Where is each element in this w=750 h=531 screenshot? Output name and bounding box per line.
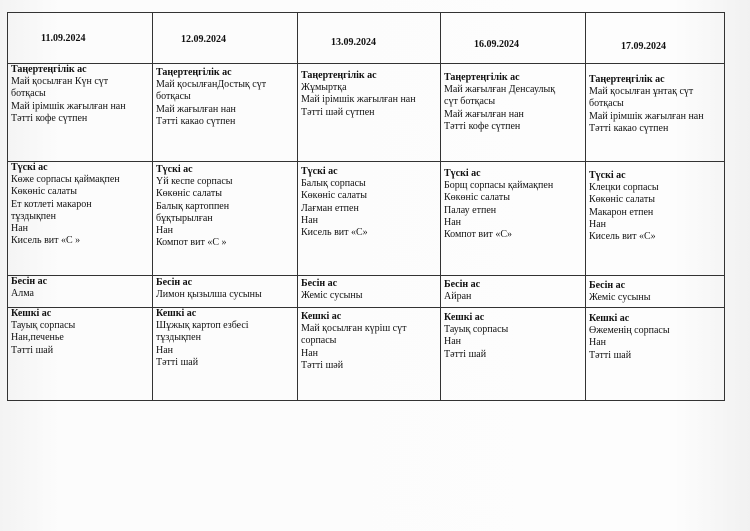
menu-cell xyxy=(8,64,153,162)
menu-item: Жеміс сусыны xyxy=(589,292,651,304)
date-cell xyxy=(153,13,298,64)
date-cell xyxy=(441,13,586,64)
meal-title: Түскі ас xyxy=(156,164,193,175)
menu-item: Нан xyxy=(301,214,319,226)
meal-title: Кешкі ас xyxy=(11,308,52,319)
menu-cell xyxy=(441,64,586,162)
meal-title: Таңертеңгілік ас xyxy=(301,70,377,81)
menu-item: Макарон етпен xyxy=(589,206,654,218)
menu-item: Кисель вит «С» xyxy=(589,231,656,243)
menu-item: Нан xyxy=(444,216,462,228)
menu-cell xyxy=(153,276,298,308)
menu-item: Айран xyxy=(444,291,472,303)
date-cell xyxy=(8,13,153,64)
menu-item: Тәтті какао сүтпен xyxy=(589,122,669,134)
date: 17.09.2024 xyxy=(621,41,666,52)
menu-item: Кисель вит «С » xyxy=(11,235,81,247)
menu-item: ботқасы xyxy=(156,91,191,103)
menu-item: Балық сорпасы xyxy=(301,178,366,190)
menu-item: Тәтті шай xyxy=(156,356,199,368)
menu-cell xyxy=(586,308,725,401)
menu-cell xyxy=(586,162,725,276)
menu-cell xyxy=(8,308,153,401)
menu-cell xyxy=(586,64,725,162)
menu-item: Тәтті шәй xyxy=(301,359,344,371)
menu-item: Үй кеспе сорпасы xyxy=(156,176,233,188)
menu-item: Тәтті шай xyxy=(444,348,487,360)
menu-item: Тауық сорпасы xyxy=(11,320,76,332)
menu-item: Алма xyxy=(11,288,34,300)
menu-item: Тәтті шай xyxy=(11,344,54,356)
date: 12.09.2024 xyxy=(181,34,226,45)
menu-item: ботқасы xyxy=(589,98,624,110)
menu-item: Нан xyxy=(301,347,319,359)
menu-item: сорпасы xyxy=(301,335,337,347)
menu-item: Нан xyxy=(444,336,462,348)
menu-item: Көкөніс салаты xyxy=(11,186,77,198)
menu-item: Палау етпен xyxy=(444,204,497,216)
weekly-menu-table xyxy=(7,12,725,401)
meal-title: Түскі ас xyxy=(11,162,48,173)
meal-title: Түскі ас xyxy=(301,166,338,177)
menu-item: Компот вит «С » xyxy=(156,237,227,249)
meal-title: Таңертеңгілік ас xyxy=(11,64,87,75)
menu-item: Көкөніс салаты xyxy=(444,192,510,204)
meal-title: Таңертеңгілік ас xyxy=(156,67,232,78)
menu-item: Тәтті какао сүтпен xyxy=(156,115,236,127)
menu-item: Май қосылған күріш сүт xyxy=(301,323,407,335)
breakfast-row xyxy=(8,64,725,162)
menu-cell xyxy=(298,64,441,162)
menu-item: Тәтті кофе сүтпен xyxy=(11,112,88,124)
menu-cell xyxy=(441,308,586,401)
menu-item: Лимон қызылша сусыны xyxy=(156,289,262,301)
meal-title: Кешкі ас xyxy=(589,313,630,324)
date-cell xyxy=(586,13,725,64)
menu-cell xyxy=(153,162,298,276)
menu-cell xyxy=(153,64,298,162)
meal-title: Бесін ас xyxy=(589,280,626,291)
menu-item: сүт ботқасы xyxy=(444,96,496,108)
meal-title: Кешкі ас xyxy=(301,311,342,322)
menu-cell xyxy=(8,276,153,308)
menu-item: Май жағылған нан xyxy=(444,108,524,120)
menu-item: Жеміс сусыны xyxy=(301,290,363,302)
dinner-row xyxy=(8,308,725,401)
menu-item: Май ірімшік жағылған нан xyxy=(589,110,704,122)
menu-item: Тауық сорпасы xyxy=(444,324,509,336)
menu-item: Көкөніс салаты xyxy=(301,190,367,202)
menu-cell xyxy=(298,276,441,308)
menu-item: Өжеменің сорпасы xyxy=(589,325,670,337)
menu-item: Компот вит «С» xyxy=(444,229,513,241)
menu-item: Кисель вит «С» xyxy=(301,227,368,239)
snack-row xyxy=(8,276,725,308)
menu-item: Май қосылған ұнтақ сүт xyxy=(589,86,694,98)
menu-item: Нан,печенье xyxy=(11,332,64,344)
menu-item: Май жағылған нан xyxy=(156,103,236,115)
menu-item: Көкөніс салаты xyxy=(589,194,655,206)
menu-item: Нан xyxy=(589,337,607,349)
date: 16.09.2024 xyxy=(474,39,519,50)
menu-cell xyxy=(298,308,441,401)
lunch-row xyxy=(8,162,725,276)
menu-item: Көже сорпасы қаймақпен xyxy=(11,174,120,186)
meal-title: Бесін ас xyxy=(444,279,481,290)
menu-item: Май ірімшік жағылған нан xyxy=(301,94,416,106)
menu-cell xyxy=(153,308,298,401)
menu-cell xyxy=(298,162,441,276)
menu-item: Нан xyxy=(11,223,29,235)
menu-item: Борщ сорпасы қаймақпен xyxy=(444,180,554,192)
meal-title: Таңертеңгілік ас xyxy=(444,72,520,83)
menu-item: Нан xyxy=(589,218,607,230)
menu-item: Ет котлеті макарон xyxy=(11,198,92,210)
menu-item: Көкөніс салаты xyxy=(156,188,222,200)
meal-title: Бесін ас xyxy=(156,277,193,288)
menu-item: Тәтті кофе сүтпен xyxy=(444,120,521,132)
menu-item: тұздықпен xyxy=(156,332,201,344)
menu-item: Май жағылған Денсаулық xyxy=(444,84,556,96)
meal-title: Бесін ас xyxy=(11,276,48,287)
menu-item: Тәтті шәй сүтпен xyxy=(301,106,375,118)
date-row xyxy=(8,13,725,64)
menu-item: бұқтырылған xyxy=(156,212,213,224)
meal-title: Кешкі ас xyxy=(156,308,197,319)
menu-item: ботқасы xyxy=(11,88,46,100)
menu-item: Май қосылғанДостық сүт xyxy=(156,79,267,91)
menu-item: Май ірімшік жағылған нан xyxy=(11,100,126,112)
menu-cell xyxy=(441,276,586,308)
menu-cell xyxy=(8,162,153,276)
menu-item: Балық картоппен xyxy=(156,200,230,212)
menu-item: Нан xyxy=(156,225,174,237)
menu-item: Лағман етпен xyxy=(301,202,359,214)
menu-cell xyxy=(586,276,725,308)
menu-item: Шұжық картоп езбесі xyxy=(156,320,249,332)
menu-cell xyxy=(441,162,586,276)
menu-item: Нан xyxy=(156,344,174,356)
meal-title: Бесін ас xyxy=(301,278,338,289)
menu-item: Клецки сорпасы xyxy=(589,182,659,194)
meal-title: Таңертеңгілік ас xyxy=(589,74,665,85)
date: 13.09.2024 xyxy=(331,37,376,48)
menu-item: Май қосылған Күн сүт xyxy=(11,76,109,88)
meal-title: Кешкі ас xyxy=(444,312,485,323)
date: 11.09.2024 xyxy=(41,33,86,44)
menu-item: тұздықпен xyxy=(11,210,56,222)
menu-item: Тәтті шай xyxy=(589,349,632,361)
meal-title: Түскі ас xyxy=(444,168,481,179)
meal-title: Түскі ас xyxy=(589,170,626,181)
date-cell xyxy=(298,13,441,64)
menu-item: Жұмыртқа xyxy=(301,82,347,94)
